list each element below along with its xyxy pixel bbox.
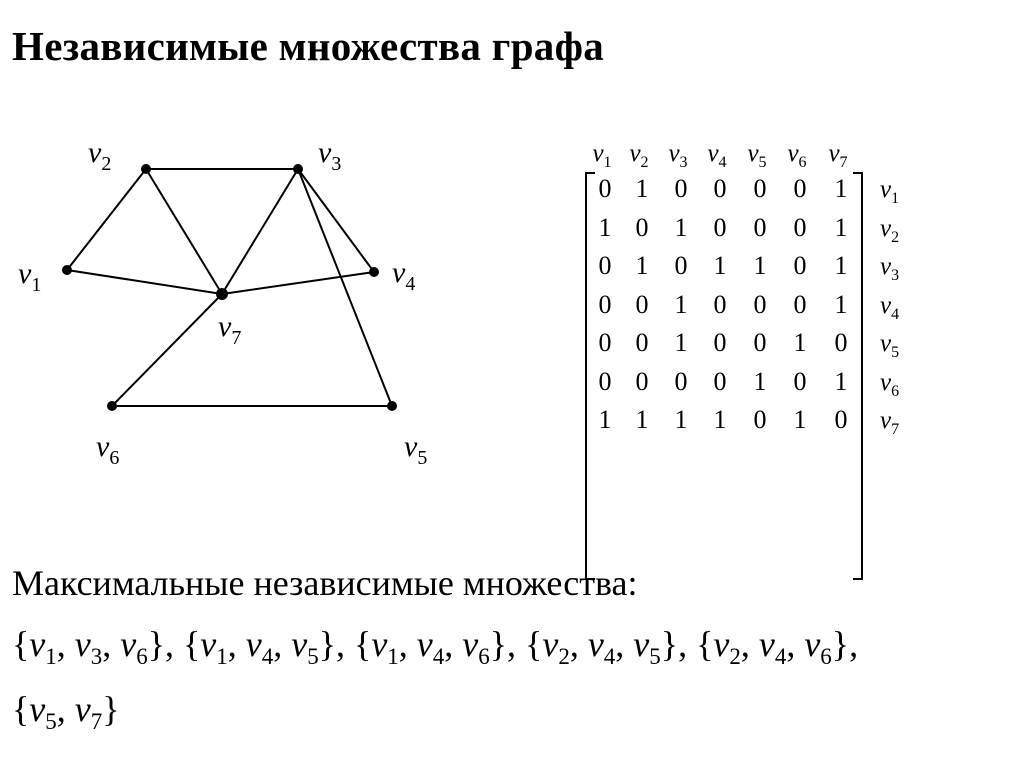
matrix-cell: 0 <box>598 174 612 203</box>
matrix-cell: 1 <box>635 251 649 280</box>
matrix-column-header: $v_1$ <box>592 140 612 171</box>
matrix-cell: 0 <box>635 212 649 242</box>
matrix-cell: 0 <box>635 289 649 319</box>
independent-set: {$v_1$, $v_3$, $v_6$} <box>12 624 166 670</box>
vertex-label-v6: $v_6$ <box>96 430 120 469</box>
graph-vertex-labels <box>18 136 427 469</box>
edge-v4-v7 <box>222 272 374 294</box>
edge-v1-v7 <box>67 270 222 294</box>
independent-set: {$v_1$, $v_4$, $v_6$} <box>354 624 508 670</box>
vertex-v7 <box>216 288 228 300</box>
edge-v6-v7 <box>112 294 222 406</box>
matrix-cell: 0 <box>635 328 649 357</box>
matrix-cell: 0 <box>713 289 727 319</box>
vertex-v1 <box>62 265 72 275</box>
matrix-row-label: $v_6$ <box>880 368 900 400</box>
independent-set: {$v_5$, $v_7$} <box>12 689 120 735</box>
matrix-cell: 1 <box>834 289 848 319</box>
matrix-cell: 1 <box>598 212 612 242</box>
matrix-column-header: $v_2$ <box>629 140 649 171</box>
matrix-cell: 0 <box>834 405 848 434</box>
matrix-cell: 0 <box>598 328 612 357</box>
matrix-cell: 0 <box>713 212 727 242</box>
matrix-cell: 0 <box>753 328 767 357</box>
matrix-cell: 1 <box>753 366 767 396</box>
independent-sets-heading: Максимальные независимые множества: <box>12 563 638 603</box>
matrix-cell: 0 <box>753 289 767 319</box>
matrix-cell: 1 <box>674 405 688 434</box>
matrix-column-header: $v_7$ <box>828 140 848 171</box>
matrix-cell: 0 <box>753 212 767 242</box>
matrix-cell: 0 <box>598 289 612 319</box>
matrix-cell: 0 <box>635 366 649 396</box>
graph-edges <box>67 169 392 406</box>
matrix-column-header: $v_6$ <box>787 140 807 171</box>
matrix-cell: 1 <box>753 251 767 280</box>
matrix-cell: 1 <box>598 405 612 434</box>
matrix-cell: 1 <box>674 289 688 319</box>
matrix-row-label: $v_2$ <box>880 214 900 246</box>
vertex-label-v4: $v_4$ <box>392 256 416 295</box>
matrix-row-label: $v_3$ <box>880 253 900 284</box>
vertex-label-v2: $v_2$ <box>88 136 112 175</box>
graph-vertices <box>62 164 397 411</box>
matrix-cell: 0 <box>793 174 807 203</box>
matrix-cell: 1 <box>793 405 807 434</box>
matrix-row-label: $v_1$ <box>880 176 900 207</box>
vertex-v5 <box>387 401 397 411</box>
matrix-cell: 0 <box>674 251 688 280</box>
matrix-cell: 1 <box>834 212 848 242</box>
matrix-cell: 0 <box>793 212 807 242</box>
matrix-column-header: $v_5$ <box>747 140 767 171</box>
matrix-cell: 0 <box>753 405 767 434</box>
edge-v3-v7 <box>222 169 298 294</box>
matrix-row-label: $v_4$ <box>880 291 900 323</box>
matrix-cell: 1 <box>635 174 649 203</box>
matrix-cell: 1 <box>674 328 688 357</box>
matrix-cell: 1 <box>793 328 807 357</box>
matrix-row-label: $v_7$ <box>880 407 900 438</box>
vertex-v2 <box>141 164 151 174</box>
matrix-cell: 0 <box>834 328 848 357</box>
matrix-cell: 1 <box>834 174 848 203</box>
matrix-cell: 0 <box>598 366 612 396</box>
matrix-cell: 0 <box>793 289 807 319</box>
independent-sets-list: {$v_1$, $v_3$, $v_6$}, {$v_1$, $v_4$, $v_5$}, {$v_1$, $v_4$, $v_6$}, {$v_2$, $v_4$, $v_5$}, {$v_2$, $v_4$, $v_6$}, {$v_5$, $v_7$} <box>12 624 859 735</box>
matrix-cell: 0 <box>713 366 727 396</box>
matrix-column-header: $v_3$ <box>668 140 688 171</box>
vertex-v6 <box>107 401 117 411</box>
matrix-cell: 0 <box>793 366 807 396</box>
page-title: Независимые множества графа <box>12 23 605 69</box>
matrix-cell: 0 <box>674 366 688 396</box>
matrix-cell: 0 <box>598 251 612 280</box>
matrix-cell: 0 <box>793 251 807 280</box>
matrix-cell: 1 <box>635 405 649 434</box>
matrix-cell: 1 <box>674 212 688 242</box>
matrix-cell: 0 <box>674 174 688 203</box>
matrix-cell: 0 <box>713 174 727 203</box>
vertex-label-v7: $v_7$ <box>218 310 242 349</box>
independent-set: {$v_1$, $v_4$, $v_5$} <box>183 624 337 670</box>
matrix-cell: 1 <box>713 405 727 434</box>
edge-v2-v7 <box>146 169 222 294</box>
vertex-label-v1: $v_1$ <box>18 257 42 296</box>
vertex-label-v5: $v_5$ <box>404 430 428 469</box>
edge-v3-v4 <box>298 169 374 272</box>
matrix-cell: 1 <box>713 251 727 280</box>
independent-set: {$v_2$, $v_4$, $v_6$} <box>696 624 850 670</box>
matrix-cell: 0 <box>713 328 727 357</box>
matrix-column-header: $v_4$ <box>707 140 727 171</box>
independent-set: {$v_2$, $v_4$, $v_5$} <box>525 624 679 670</box>
edge-v3-v5 <box>298 169 392 406</box>
matrix-cell: 1 <box>834 366 848 396</box>
vertex-v4 <box>369 267 379 277</box>
vertex-label-v3: $v_3$ <box>318 136 342 175</box>
vertex-v3 <box>293 164 303 174</box>
matrix-row-label: $v_5$ <box>880 330 900 361</box>
edge-v1-v2 <box>67 169 146 270</box>
matrix-cell: 0 <box>753 174 767 203</box>
matrix-cell: 1 <box>834 251 848 280</box>
